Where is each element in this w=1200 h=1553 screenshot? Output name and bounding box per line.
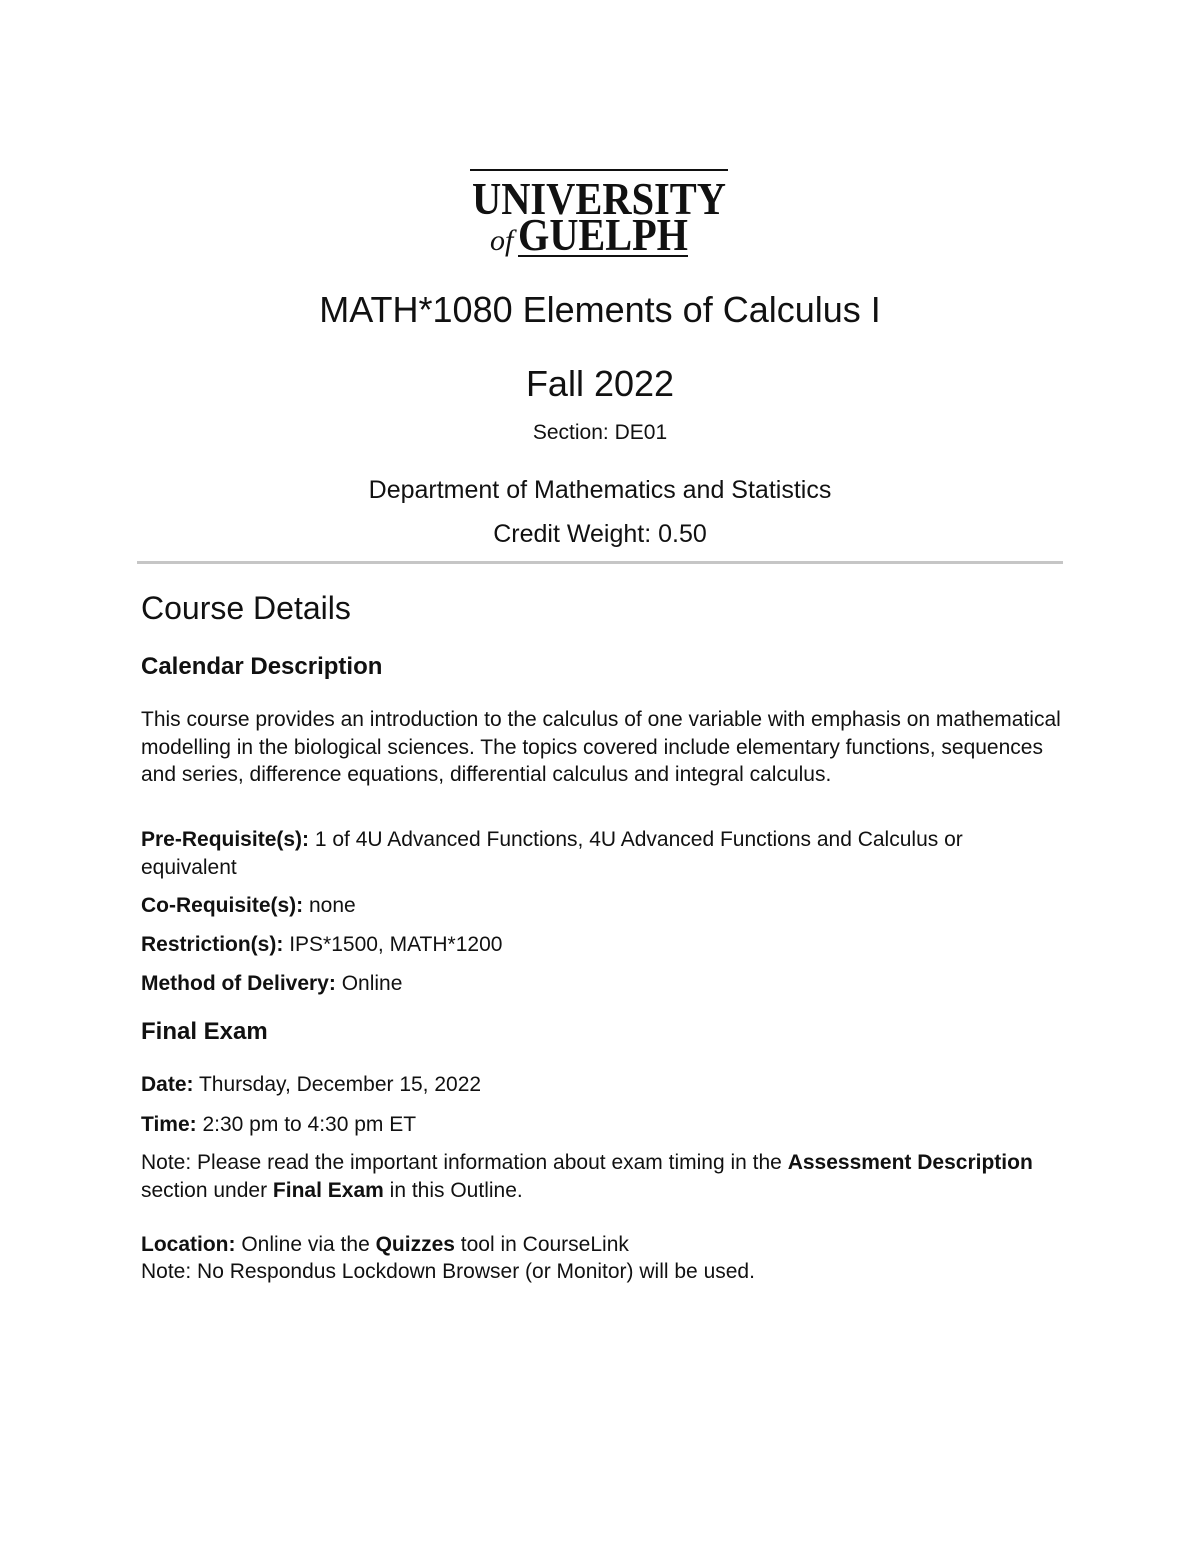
- course-section: Section: DE01: [532, 421, 668, 444]
- note-emphasis-final-exam: Final Exam: [272, 1178, 384, 1202]
- calendar-description-heading: Calendar Description: [141, 653, 383, 680]
- logo-prefix: of: [490, 224, 514, 257]
- location-text: Online via the: [235, 1233, 376, 1256]
- location-emphasis-quizzes: Quizzes: [375, 1233, 455, 1256]
- time-value: 2:30 pm to 4:30 pm ET: [196, 1113, 417, 1136]
- note-emphasis-assessment: Assessment Description: [787, 1151, 1033, 1174]
- method-of-delivery: [141, 970, 1061, 998]
- location-text: tool in CourseLink: [454, 1233, 629, 1256]
- restriction-label: Restriction(s):: [141, 933, 284, 956]
- logo-line2: GUELPH: [518, 209, 689, 260]
- lockdown-browser-note: Note: No Respondus Lockdown Browser (or Monitor) will be used.: [141, 1260, 755, 1283]
- note-text: Note: Please read the important information about exam timing in the: [141, 1151, 788, 1174]
- time-label: Time:: [141, 1113, 197, 1136]
- credit-weight: Credit Weight: 0.50: [493, 520, 707, 548]
- calendar-description-text: This course provides an introduction to the calculus of one variable with emphasis on mathematical modelling in the biological sciences. The topics covered include elementary functions, sequences and series, difference equations, differential calculus and integral calculus.: [141, 708, 1061, 786]
- method-value: Online: [335, 972, 403, 995]
- exam-location: [141, 1231, 1061, 1259]
- course-term: Fall 2022: [525, 363, 675, 404]
- location-label: Location:: [141, 1233, 236, 1256]
- university-logo: [470, 168, 730, 260]
- method-label: Method of Delivery:: [141, 972, 336, 995]
- exam-time: [141, 1111, 1061, 1139]
- restriction-value: IPS*1500, MATH*1200: [283, 933, 503, 956]
- exam-timing-note: [141, 1149, 1061, 1204]
- logo-line1: UNIVERSITY: [472, 173, 726, 224]
- final-exam-heading: Final Exam: [141, 1018, 268, 1045]
- department: Department of Mathematics and Statistics: [368, 476, 832, 504]
- note-text: section under: [141, 1178, 273, 1202]
- restrictions: [141, 931, 1061, 959]
- course-details-heading: Course Details: [141, 590, 351, 626]
- corequisites: [141, 892, 1061, 920]
- date-value: Thursday, December 15, 2022: [193, 1073, 482, 1096]
- date-label: Date:: [141, 1073, 194, 1096]
- course-title: MATH*1080 Elements of Calculus I: [319, 289, 881, 330]
- prerequisites: [141, 826, 1061, 881]
- header-divider: [137, 561, 1063, 564]
- note-text: in this Outline.: [383, 1178, 523, 1202]
- coreq-value: none: [303, 894, 356, 917]
- prereq-label: Pre-Requisite(s):: [141, 828, 310, 851]
- exam-date: [141, 1071, 1061, 1099]
- prereq-value: 1 of 4U Advanced Functions, 4U Advanced Functions and Calculus or equivalent: [141, 828, 963, 879]
- coreq-label: Co-Requisite(s):: [141, 894, 304, 917]
